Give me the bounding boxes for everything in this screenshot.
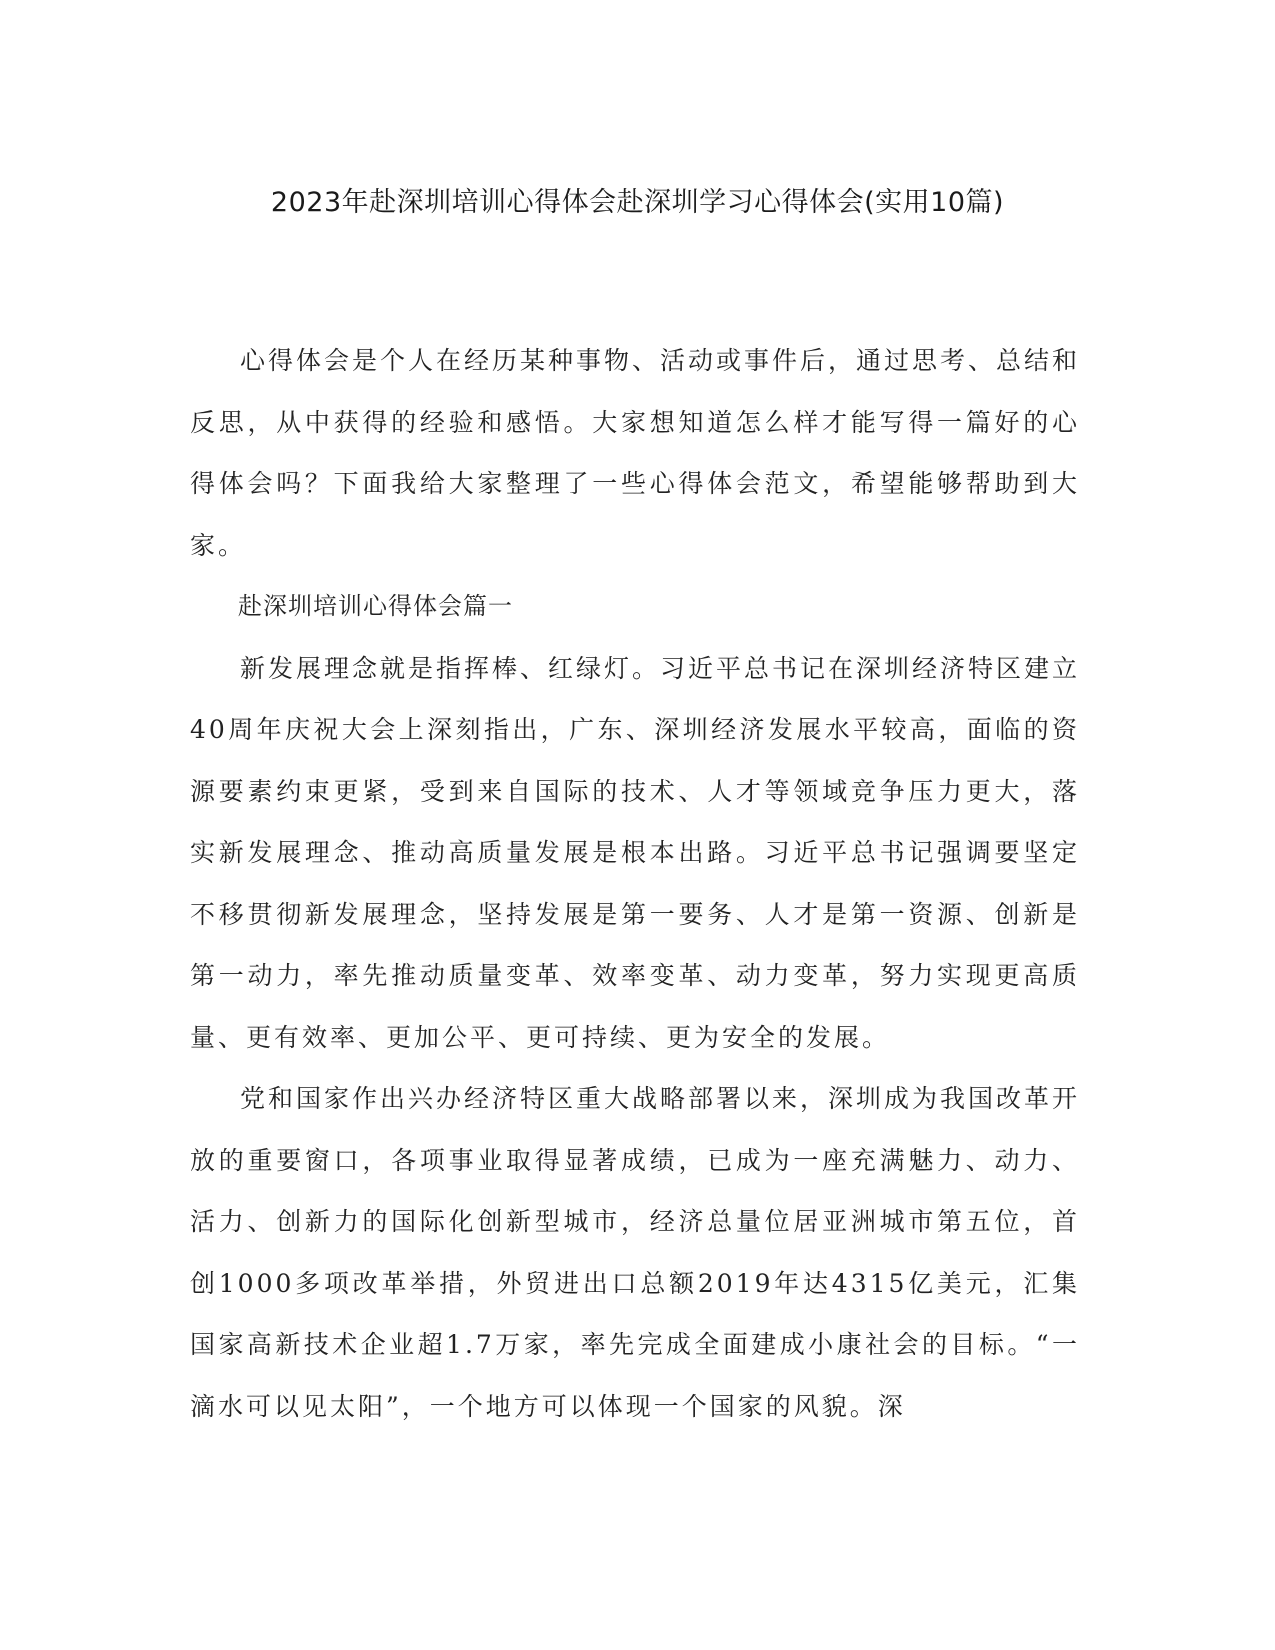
document-title: 2023年赴深圳培训心得体会赴深圳学习心得体会(实用10篇) <box>270 187 1005 218</box>
body-paragraph: 新发展理念就是指挥棒、红绿灯。习近平总书记在深圳经济特区建立40周年庆祝大会上深刻指出，广东、深圳经济发展水平较高，面临的资源要素约束更紧，受到来自国际的技术、人才等领域竞争压力更大，落实新发展理念、推动高质量发展是根本出路。习近平总书记强调要坚定不移贯彻新发展理念，坚持发展是第一要务、人才是第一资源、创新是第一动力，率先推动质量变革、效率变革、动力变革，努力实现更高质量、更有效率、更加公平、更可持续、更为安全的发展。 <box>190 653 1081 1052</box>
section-heading: 赴深圳培训心得体会篇一 <box>238 592 513 620</box>
document-body <box>190 330 1080 1437</box>
intro-paragraph: 心得体会是个人在经历某种事物、活动或事件后，通过思考、总结和反思，从中获得的经验和感悟。大家想知道怎么样才能写得一篇好的心得体会吗？下面我给大家整理了一些心得体会范文，希望能够帮助到大家。 <box>190 346 1081 560</box>
body-paragraph: 党和国家作出兴办经济特区重大战略部署以来，深圳成为我国改革开放的重要窗口，各项事业取得显著成绩，已成为一座充满魅力、动力、活力、创新力的国际化创新型城市，经济总量位居亚洲城市第五位，首创1000多项改革举措，外贸进出口总额2019年达4315亿美元，汇集国家高新技术企业超1.7万家，率先完成全面建成小康社会的目标。“一滴水可以见太阳”，一个地方可以体现一个国家的风貌。深 <box>190 1084 1081 1421</box>
